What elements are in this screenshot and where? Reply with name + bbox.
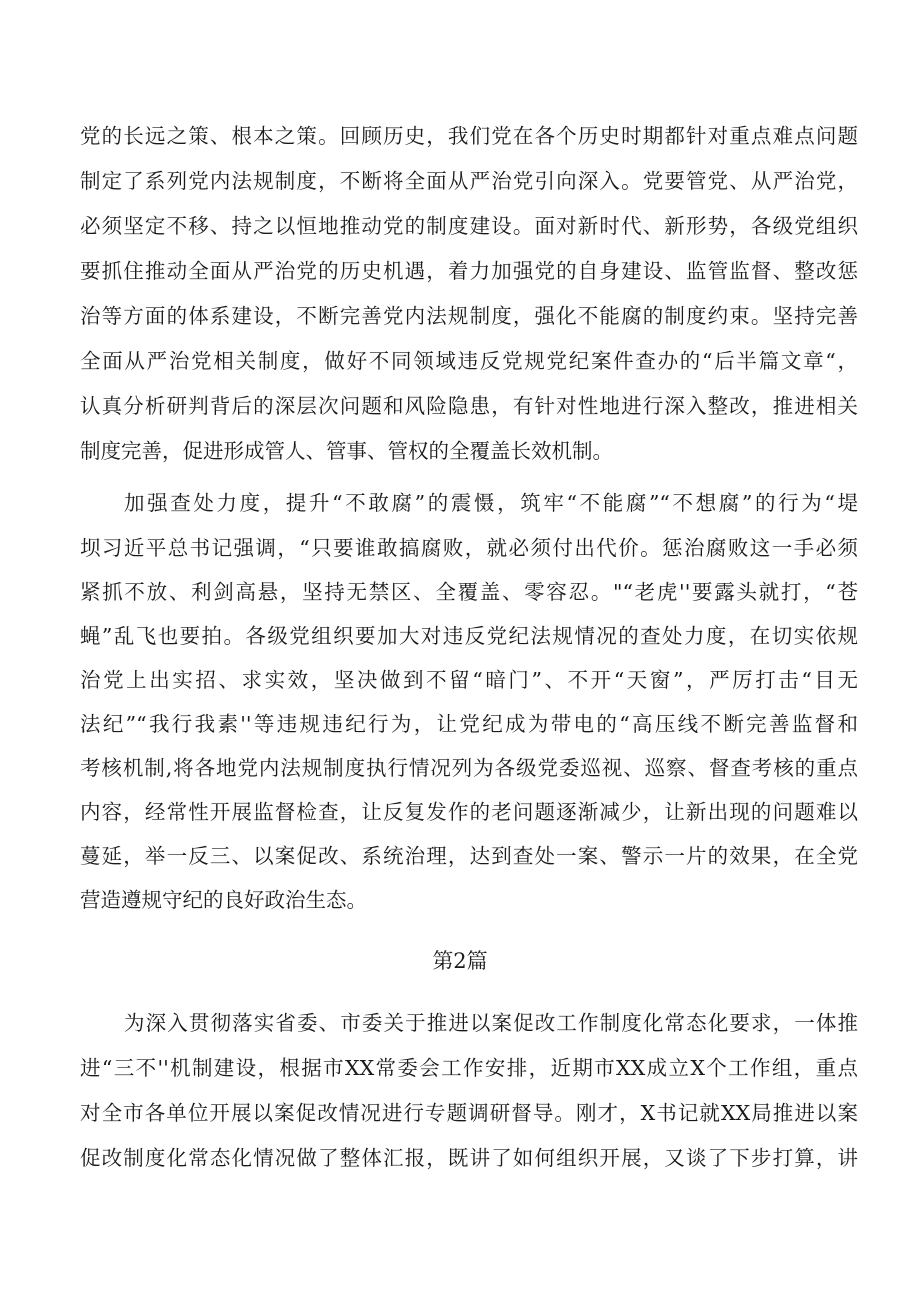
paragraph-line: 营造遵规守纪的良好政治生态。 (80, 888, 367, 912)
paragraph-line: 紧抓不放、利剑高悬，坚持无禁区、全覆盖、零容忍。"“老虎''要露头就打，“苍 (80, 580, 858, 604)
paragraph-line: 认真分析研判背后的深层次问题和风险隐患，有针对性地进行深入整改，推进相关 (80, 394, 858, 418)
paragraph-line: 促改制度化常态化情况做了整体汇报，既讲了如何组织开展，又谈了下步打算，讲 (80, 1146, 858, 1170)
paragraph-line: 进“三不''机制建设，根据市XX常委会工作安排，近期市XX成立X个工作组，重点 (80, 1056, 858, 1080)
paragraph-line: 考核机制,将各地党内法规制度执行情况列为各级党委巡视、巡察、督查考核的重点 (80, 756, 858, 780)
paragraph-line: 加强查处力度，提升“不敢腐”的震慑，筑牢“不能腐”“不想腐”的行为“堤 (124, 491, 858, 515)
paragraph-line: 制定了系列党内法规制度，不断将全面从严治党引向深入。党要管党、从严治党， (80, 169, 858, 193)
section-heading: 第2篇 (432, 949, 488, 973)
paragraph-line: 治党上出实招、求实效，坚决做到不留“暗门”、不开“天窗”，严厉打击“目无 (80, 668, 858, 692)
paragraph-line: 制度完善，促进形成管人、管事、管权的全覆盖长效机制。 (80, 439, 613, 463)
paragraph-line: 党的长远之策、根本之策。回顾历史，我们党在各个历史时期都针对重点难点问题 (80, 124, 858, 148)
paragraph-line: 要抓住推动全面从严治党的历史机遇，着力加强党的自身建设、监管监督、整改惩 (80, 259, 858, 283)
paragraph-line: 对全市各单位开展以案促改情况进行专题调研督导。刚才，X书记就XX局推进以案 (80, 1101, 858, 1125)
paragraph-line: 治等方面的体系建设，不断完善党内法规制度，强化不能腐的制度约束。坚持完善 (80, 304, 858, 328)
paragraph-line: 坝习近平总书记强调，“只要谁敢搞腐败，就必须付出代价。惩治腐败这一手必须 (80, 536, 858, 560)
paragraph-line: 蔓延，举一反三、以案促改、系统治理，达到查处一案、警示一片的效果，在全党 (80, 844, 858, 868)
paragraph-line: 蝇”乱飞也要拍。各级党组织要加大对违反党纪法规情况的查处力度，在切实依规 (80, 624, 858, 648)
paragraph-line: 全面从严治党相关制度，做好不同领域违反党规党纪案件查办的“后半篇文章“， (80, 349, 858, 373)
paragraph-line: 必须坚定不移、持之以恒地推动党的制度建设。面对新时代、新形势，各级党组织 (80, 214, 858, 238)
paragraph-line: 内容，经常性开展监督检查，让反复发作的老问题逐渐减少，让新出现的问题难以 (80, 800, 858, 824)
paragraph-line: 为深入贯彻落实省委、市委关于推进以案促改工作制度化常态化要求，一体推 (124, 1011, 858, 1035)
paragraph-line: 法纪”“我行我素''等违规违纪行为，让党纪成为带电的“高压线不断完善监督和 (80, 712, 858, 736)
